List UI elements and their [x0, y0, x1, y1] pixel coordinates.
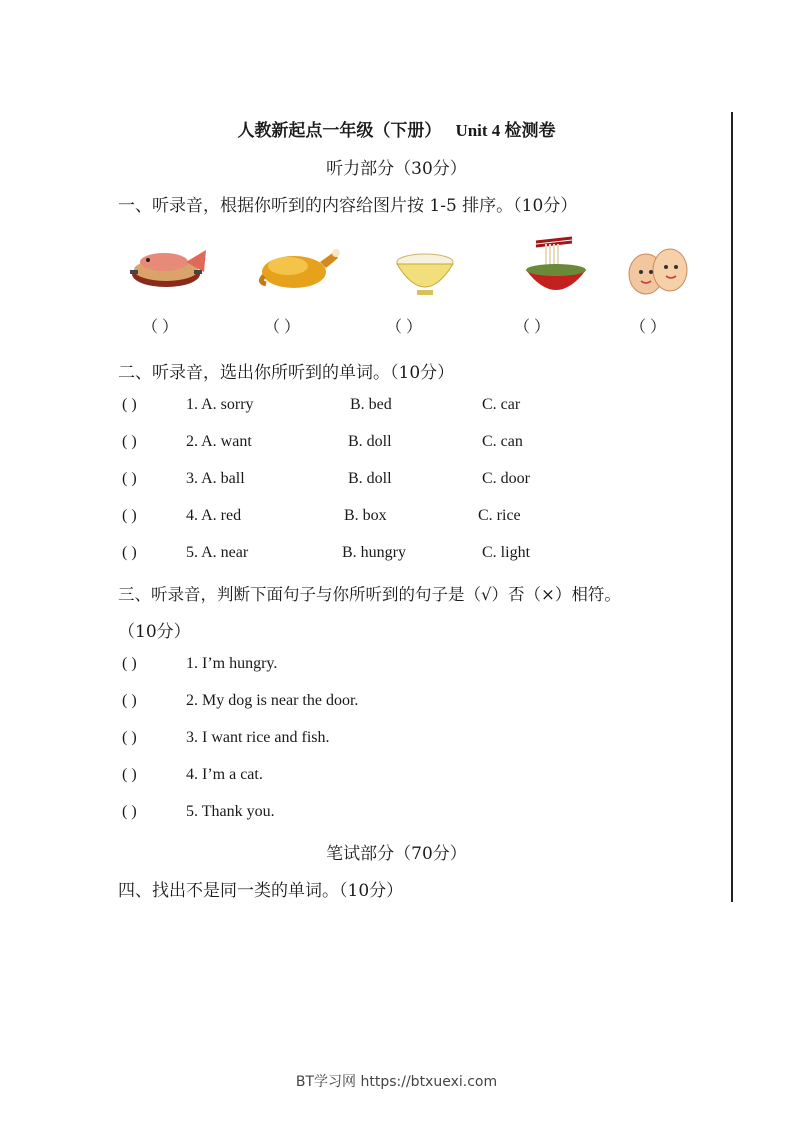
- answer-blank[interactable]: ( ): [122, 396, 137, 413]
- option-c: C. rice: [478, 507, 521, 524]
- answer-blank[interactable]: ( ): [122, 655, 137, 672]
- title-unit: Unit 4 检测卷: [455, 121, 556, 140]
- answer-blank[interactable]: ( ): [122, 507, 137, 524]
- answer-blank[interactable]: ( ): [122, 803, 137, 820]
- answer-blank[interactable]: ( ): [122, 766, 137, 783]
- noodles-bowl-icon: [510, 232, 600, 304]
- option-a: 5. A. near: [186, 544, 249, 561]
- option-c: C. car: [482, 396, 521, 413]
- sentence: 4. I’m a cat.: [186, 766, 263, 783]
- fish-dish-icon: [126, 232, 216, 304]
- answer-blank[interactable]: ( ): [122, 729, 137, 746]
- option-b: B. doll: [348, 433, 392, 450]
- option-a: 4. A. red: [186, 507, 242, 524]
- option-b: B. doll: [348, 470, 392, 487]
- section-3-title: 三、听录音，判断下面句子与你所听到的句子是（√）否（×）相符。: [118, 585, 621, 604]
- sentence: 1. I’m hungry.: [186, 655, 278, 672]
- picture-blank-4[interactable]: （ ）: [514, 319, 551, 336]
- listening-heading: 听力部分（30分）: [326, 159, 467, 179]
- answer-blank[interactable]: ( ): [122, 433, 137, 450]
- rice-bowl-icon: [380, 232, 470, 304]
- roast-chicken-icon: [254, 232, 344, 304]
- sentence: 2. My dog is near the door.: [186, 692, 359, 709]
- sentence: 5. Thank you.: [186, 803, 275, 820]
- option-c: C. can: [482, 433, 523, 450]
- writing-heading: 笔试部分（70分）: [326, 844, 467, 864]
- footer-watermark[interactable]: BT学习网 https://btxuexi.com: [295, 1074, 498, 1090]
- section-4-title: 四、找出不是同一类的单词。（10分）: [118, 881, 404, 901]
- option-b: B. hungry: [342, 544, 406, 561]
- answer-blank[interactable]: ( ): [122, 470, 137, 487]
- picture-row: [118, 232, 718, 342]
- sentence: 3. I want rice and fish.: [186, 729, 330, 746]
- section-3-score: （10分）: [118, 622, 191, 642]
- option-a: 2. A. want: [186, 433, 252, 450]
- option-a: 3. A. ball: [186, 470, 245, 487]
- picture-blank-5[interactable]: （ ）: [630, 319, 667, 336]
- section-1-title: 一、听录音，根据你听到的内容给图片按 1-5 排序。（10分）: [118, 196, 578, 216]
- section-2-title: 二、听录音，选出你所听到的单词。（10分）: [118, 363, 455, 383]
- answer-blank[interactable]: ( ): [122, 692, 137, 709]
- page-title: [0, 116, 793, 141]
- margin-line: [731, 112, 733, 902]
- picture-blank-1[interactable]: （ ）: [142, 319, 179, 336]
- option-c: C. light: [482, 544, 531, 561]
- title-main: 人教新起点一年级（下册）: [237, 121, 442, 141]
- picture-blank-3[interactable]: （ ）: [386, 319, 423, 336]
- option-b: B. box: [344, 507, 387, 524]
- answer-blank[interactable]: ( ): [122, 544, 137, 561]
- eggs-icon: [616, 232, 706, 304]
- option-c: C. door: [482, 470, 530, 487]
- picture-blank-2[interactable]: （ ）: [264, 319, 301, 336]
- option-a: 1. A. sorry: [186, 396, 254, 413]
- option-b: B. bed: [350, 396, 392, 413]
